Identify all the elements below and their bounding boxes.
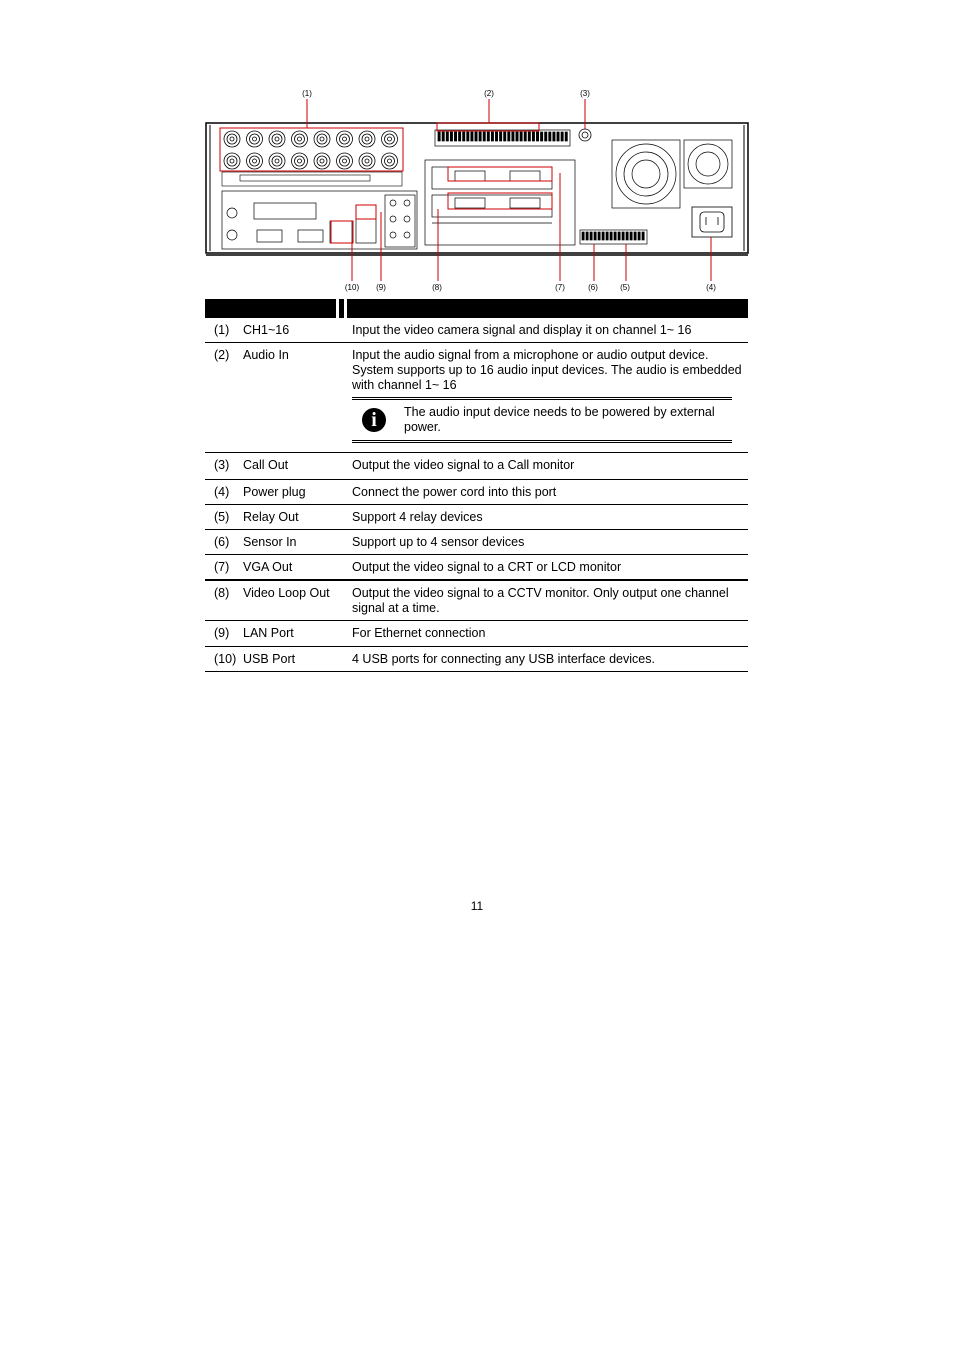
terminal-pin	[438, 132, 440, 141]
table-row	[205, 621, 748, 647]
terminal-pin	[528, 132, 530, 141]
terminal-pin	[524, 132, 526, 141]
bnc-connector-ring	[343, 137, 347, 141]
terminal-pin	[536, 132, 538, 141]
audio-in-terminal	[435, 130, 570, 146]
bnc-connector-ring	[230, 159, 234, 163]
row-number: (6)	[214, 535, 230, 549]
row-number: (1)	[214, 323, 230, 337]
row-number: (10)	[214, 652, 237, 666]
bnc-connector-ring	[382, 131, 398, 147]
bnc-connector-ring	[227, 134, 237, 144]
callout-3: (3)	[580, 89, 590, 98]
table-row	[205, 343, 748, 453]
row-port-name: LAN Port	[243, 626, 294, 640]
terminal-pin	[520, 132, 522, 141]
video-loop-highlight	[448, 193, 552, 209]
row-description: For Ethernet connection	[352, 626, 486, 640]
row-description: Connect the power cord into this port	[352, 485, 557, 499]
table-row	[205, 647, 748, 672]
terminal-pin	[549, 132, 551, 141]
row-port-name: Call Out	[243, 458, 289, 472]
bnc-connector-ring	[272, 134, 282, 144]
table-row	[205, 480, 748, 505]
bnc-connector-ring	[272, 156, 282, 166]
terminal-pin	[532, 132, 534, 141]
row-description: Support 4 relay devices	[352, 510, 483, 524]
bnc-connector-ring	[247, 131, 263, 147]
row-description: Input the audio signal from a microphone or audio output device. System supports up to 16 audio input devices. The audio is embedded with channel 1~ 16	[352, 348, 742, 392]
bnc-connector-ring	[292, 153, 308, 169]
terminal-pin	[622, 232, 624, 240]
table-row	[205, 530, 748, 555]
callout-4: (4)	[706, 283, 716, 292]
row-number: (9)	[214, 626, 230, 640]
terminal-pin	[594, 232, 596, 240]
table-row	[205, 581, 748, 621]
row-port-name: VGA Out	[243, 560, 293, 574]
bnc-connector-ring	[359, 153, 375, 169]
terminal-pin	[545, 132, 547, 141]
bnc-connector-ring	[314, 131, 330, 147]
bnc-connector-ring	[275, 137, 279, 141]
row-port-name: CH1~16	[243, 323, 290, 337]
bnc-connector-ring	[314, 153, 330, 169]
terminal-pin	[495, 132, 497, 141]
bnc-connector-ring	[295, 156, 305, 166]
bnc-connector-ring	[317, 134, 327, 144]
terminal-pin	[614, 232, 616, 240]
bnc-connector-ring	[250, 156, 260, 166]
table-header-bar	[205, 299, 748, 318]
bnc-connector-ring	[365, 137, 369, 141]
terminal-pin	[463, 132, 465, 141]
bnc-connector-ring	[337, 131, 353, 147]
bnc-connector-ring	[337, 153, 353, 169]
terminal-pin	[626, 232, 628, 240]
bnc-connector-ring	[227, 156, 237, 166]
bnc-connector-ring	[343, 159, 347, 163]
bnc-connector-ring	[247, 153, 263, 169]
bnc-connector-ring	[385, 134, 395, 144]
bnc-connector-ring	[295, 134, 305, 144]
table-row	[205, 555, 748, 581]
terminal-pin	[634, 232, 636, 240]
info-note	[352, 397, 732, 443]
callout-10: (10)	[344, 283, 360, 292]
row-number: (3)	[214, 458, 230, 472]
row-number: (4)	[214, 485, 230, 499]
terminal-pin	[500, 132, 502, 141]
row-description: 4 USB ports for connecting any USB interface devices.	[352, 652, 655, 666]
callout-2: (2)	[484, 89, 494, 98]
row-port-name: Sensor In	[243, 535, 297, 549]
vga-out-highlight	[448, 167, 552, 181]
terminal-pin	[450, 132, 452, 141]
terminal-pin	[602, 232, 604, 240]
callout-6: (6)	[588, 283, 598, 292]
terminal-pin	[561, 132, 563, 141]
row-number: (8)	[214, 586, 230, 600]
terminal-pin	[582, 232, 584, 240]
terminal-strip	[222, 172, 402, 186]
bnc-connector-ring	[385, 156, 395, 166]
terminal-pin	[471, 132, 473, 141]
table-row	[205, 318, 748, 343]
terminal-pin	[590, 232, 592, 240]
page-number: 11	[470, 899, 484, 913]
fan-grilles	[612, 140, 732, 208]
port-table	[205, 299, 748, 672]
bnc-connectors	[224, 131, 398, 169]
terminal-pin	[446, 132, 448, 141]
terminal-pin	[598, 232, 600, 240]
row-number: (5)	[214, 510, 230, 524]
bnc-connector-ring	[382, 153, 398, 169]
info-icon: i	[362, 408, 386, 432]
bnc-connector-ring	[253, 137, 257, 141]
bnc-connector-ring	[365, 159, 369, 163]
row-port-name: Power plug	[243, 485, 306, 499]
terminal-pin	[459, 132, 461, 141]
terminal-pin	[610, 232, 612, 240]
row-description: Input the video camera signal and display it on channel 1~ 16	[352, 323, 692, 337]
row-port-name: USB Port	[243, 652, 296, 666]
lan-port-highlight	[356, 205, 376, 219]
bnc-connector-ring	[269, 153, 285, 169]
callout-5: (5)	[620, 283, 630, 292]
terminal-pin	[586, 232, 588, 240]
bnc-connector-ring	[224, 131, 240, 147]
terminal-pin	[479, 132, 481, 141]
row-port-name: Video Loop Out	[243, 586, 330, 600]
bnc-connector-ring	[340, 134, 350, 144]
terminal-pin	[638, 232, 640, 240]
row-description: Output the video signal to a Call monitor	[352, 458, 575, 472]
terminal-pin	[512, 132, 514, 141]
callout-8: (8)	[432, 283, 442, 292]
power-plug	[692, 207, 732, 237]
row-number: (2)	[214, 348, 230, 362]
bnc-connector-ring	[320, 159, 324, 163]
bnc-connector-ring	[362, 156, 372, 166]
callout-1: (1)	[302, 89, 312, 98]
callout-9: (9)	[376, 283, 386, 292]
bnc-connector-ring	[224, 153, 240, 169]
terminal-pin	[442, 132, 444, 141]
bnc-connector-ring	[253, 159, 257, 163]
terminal-pin	[606, 232, 608, 240]
bnc-connector-ring	[298, 137, 302, 141]
rear-panel-diagram	[200, 85, 760, 297]
motherboard-io	[222, 191, 417, 249]
bnc-connector-ring	[269, 131, 285, 147]
terminal-pin	[483, 132, 485, 141]
bnc-connector-ring	[275, 159, 279, 163]
terminal-pin	[630, 232, 632, 240]
terminal-pin	[516, 132, 518, 141]
terminal-pin	[642, 232, 644, 240]
sensor-relay-terminal	[580, 230, 647, 244]
terminal-pin	[553, 132, 555, 141]
terminal-pin	[504, 132, 506, 141]
bnc-connector-ring	[362, 134, 372, 144]
bnc-connector-ring	[340, 156, 350, 166]
row-description: Output the video signal to a CRT or LCD monitor	[352, 560, 622, 574]
bnc-connector-ring	[298, 159, 302, 163]
terminal-pin	[618, 232, 620, 240]
row-port-name: Relay Out	[243, 510, 299, 524]
info-note-text: The audio input device needs to be powered by external power.	[404, 405, 715, 434]
bnc-connector-ring	[388, 159, 392, 163]
call-out-connector	[579, 129, 591, 141]
bnc-connector-ring	[250, 134, 260, 144]
terminal-pin	[541, 132, 543, 141]
bnc-connector-ring	[359, 131, 375, 147]
terminal-pin	[487, 132, 489, 141]
row-description: Output the video signal to a CCTV monitor. Only output one channel signal at a time.	[352, 586, 729, 615]
terminal-pin	[491, 132, 493, 141]
row-description: Support up to 4 sensor devices	[352, 535, 525, 549]
terminal-pin	[475, 132, 477, 141]
bnc-connector-ring	[388, 137, 392, 141]
table-row	[205, 505, 748, 530]
row-number: (7)	[214, 560, 230, 574]
terminal-pin	[565, 132, 567, 141]
terminal-pin	[454, 132, 456, 141]
bnc-connector-ring	[320, 137, 324, 141]
bnc-connector-ring	[292, 131, 308, 147]
bnc-connector-ring	[317, 156, 327, 166]
terminal-pin	[467, 132, 469, 141]
terminal-pin	[557, 132, 559, 141]
terminal-pin	[508, 132, 510, 141]
callout-7: (7)	[555, 283, 565, 292]
usb-port-highlight	[331, 221, 353, 243]
row-port-name: Audio In	[243, 348, 289, 362]
table-row	[205, 453, 748, 480]
bnc-connector-ring	[230, 137, 234, 141]
